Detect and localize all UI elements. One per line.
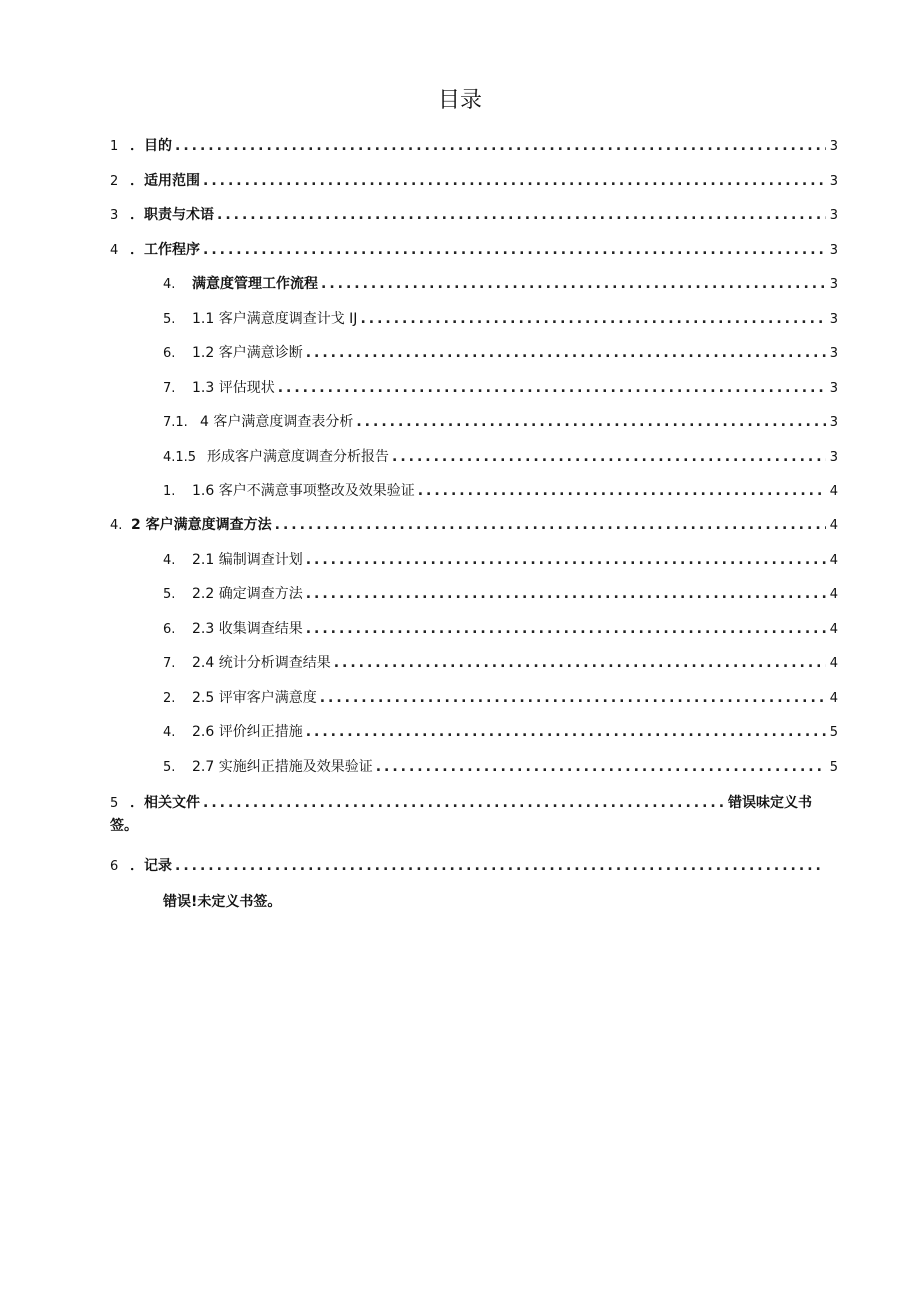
toc-entry-label: 2.1 编制调查计划	[192, 552, 303, 568]
toc-entry-4[interactable]	[110, 239, 838, 261]
toc-page-number: 4	[829, 553, 838, 568]
toc-dot-leader	[392, 446, 826, 468]
toc-entry-label: 4 客户满意度调查表分析	[200, 414, 354, 430]
toc-entry-1[interactable]	[110, 135, 838, 157]
toc-page-number: 4	[829, 518, 838, 533]
toc-entry-4-2-1[interactable]	[163, 549, 838, 571]
toc-entry-label: 2 客户满意度调查方法	[131, 517, 272, 533]
toc-page-number: 3	[829, 312, 838, 327]
toc-entry-2[interactable]	[110, 170, 838, 192]
toc-page-number: 3	[829, 139, 838, 154]
toc-entry-number: 1.	[163, 484, 176, 499]
toc-entry-number: 6.	[163, 622, 176, 637]
toc-entry-number: 1	[110, 139, 119, 154]
toc-entry-5[interactable]	[110, 792, 812, 814]
toc-entry-label: 1.3 评估现状	[192, 380, 275, 396]
toc-dot-leader	[306, 618, 826, 640]
toc-dot-leader	[217, 204, 826, 226]
toc-entry-label: ．适用范围	[130, 173, 200, 189]
toc-entry-label: 1.1 客户满意度调查计戈 IJ	[192, 311, 358, 327]
toc-entry-4-2-6[interactable]	[163, 721, 838, 743]
toc-entry-4-2-3[interactable]	[163, 618, 838, 640]
toc-entry-label: 形成客户满意度调查分析报告	[207, 449, 389, 465]
toc-entry-label: ．职责与术语	[130, 207, 214, 223]
toc-entry-label: 满意度管理工作流程	[192, 276, 318, 292]
toc-page-number: 4	[829, 622, 838, 637]
toc-page-number: 3	[829, 415, 838, 430]
toc-entry-4-2-2[interactable]	[163, 583, 838, 605]
toc-title: 目录	[437, 88, 482, 113]
toc-entry-6[interactable]	[110, 855, 826, 877]
toc-entry-number: 2.	[163, 691, 176, 706]
toc-dot-leader	[334, 652, 826, 674]
toc-entry-4-2-4[interactable]	[163, 652, 838, 674]
toc-entry-label: ．目的	[130, 138, 172, 154]
toc-page-number: 4	[829, 484, 838, 499]
toc-dot-leader	[360, 308, 825, 330]
toc-entry-number: 2	[110, 174, 119, 189]
toc-entry-4-2-7[interactable]	[163, 756, 838, 778]
toc-dot-leader	[306, 583, 826, 605]
toc-dot-leader	[321, 273, 826, 295]
toc-entry-number: 6.	[163, 346, 176, 361]
toc-entry-label: 2.6 评价纠正措施	[192, 724, 303, 740]
toc-entry-4-1-1[interactable]	[163, 308, 838, 330]
toc-entry-number: 4.	[110, 518, 123, 533]
toc-entry-number: 4.	[163, 277, 176, 292]
toc-entry-4-1-5[interactable]	[163, 446, 838, 468]
toc-entry-3[interactable]	[110, 204, 838, 226]
bookmark-error-wrap: 签。	[110, 818, 138, 834]
toc-page-number: 4	[829, 656, 838, 671]
toc-entry-4-1-2[interactable]	[163, 342, 838, 364]
toc-entry-4-2[interactable]	[110, 514, 838, 536]
toc-entry-label: 2.5 评审客户满意度	[192, 690, 317, 706]
toc-entry-label: ．工作程序	[130, 242, 200, 258]
toc-dot-leader	[175, 855, 822, 877]
toc-entry-number: 7.	[163, 656, 176, 671]
toc-page-number: 4	[829, 691, 838, 706]
toc-entry-4-1[interactable]	[163, 273, 838, 295]
toc-dot-leader	[418, 480, 826, 502]
toc-entry-4-1-6[interactable]	[163, 480, 838, 502]
toc-page-number: 3	[829, 208, 838, 223]
toc-page-number: 3	[829, 450, 838, 465]
toc-dot-leader	[203, 239, 826, 261]
toc-entry-number: 7.1.	[163, 415, 188, 430]
toc-entry-number: 6	[110, 859, 119, 874]
toc-entry-number: 7.	[163, 381, 176, 396]
toc-entry-number: 4.1.5	[163, 450, 197, 465]
toc-page-number: 3	[829, 346, 838, 361]
toc-dot-leader	[356, 411, 825, 433]
toc-entry-label: 1.2 客户满意诊断	[192, 345, 303, 361]
toc-page-number: 5	[829, 760, 838, 775]
toc-page-number: 4	[829, 587, 838, 602]
toc-entry-4-1-4[interactable]	[163, 411, 838, 433]
toc-entry-label: 2.4 统计分析调查结果	[192, 655, 331, 671]
toc-page-number: 5	[829, 725, 838, 740]
toc-entry-number: 5.	[163, 312, 176, 327]
toc-page-number: 3	[829, 277, 838, 292]
toc-entry-number: 4.	[163, 725, 176, 740]
toc-entry-4-2-5[interactable]	[163, 687, 838, 709]
toc-page-number: 3	[829, 174, 838, 189]
toc-dot-leader	[306, 342, 826, 364]
toc-entry-label: 2.3 收集调查结果	[192, 621, 303, 637]
toc-entry-4-1-3[interactable]	[163, 377, 838, 399]
toc-dot-leader	[320, 687, 826, 709]
toc-entry-label: ．记录	[130, 858, 172, 874]
toc-entry-number: 4	[110, 243, 119, 258]
toc-entry-number: 5	[110, 796, 119, 811]
toc-entry-label: ．相关文件	[130, 795, 200, 811]
toc-page-number: 3	[829, 381, 838, 396]
bookmark-error-text: 错误味定义书	[728, 795, 812, 811]
toc-dot-leader	[306, 721, 826, 743]
bookmark-error-text: 错误!未定义书签。	[163, 894, 282, 910]
toc-entry-number: 3	[110, 208, 119, 223]
toc-dot-leader	[275, 514, 826, 536]
toc-dot-leader	[306, 549, 826, 571]
toc-entry-number: 4.	[163, 553, 176, 568]
toc-page-number: 3	[829, 243, 838, 258]
toc-dot-leader	[175, 135, 826, 157]
toc-entry-number: 5.	[163, 760, 176, 775]
toc-entry-number: 5.	[163, 587, 176, 602]
toc-dot-leader	[278, 377, 826, 399]
toc-dot-leader	[376, 756, 826, 778]
toc-dot-leader	[203, 170, 826, 192]
toc-entry-label: 2.2 确定调查方法	[192, 586, 303, 602]
toc-dot-leader	[203, 792, 724, 814]
toc-entry-label: 1.6 客户不满意事项整改及效果验证	[192, 483, 415, 499]
toc-entry-label: 2.7 实施纠正措施及效果验证	[192, 759, 373, 775]
